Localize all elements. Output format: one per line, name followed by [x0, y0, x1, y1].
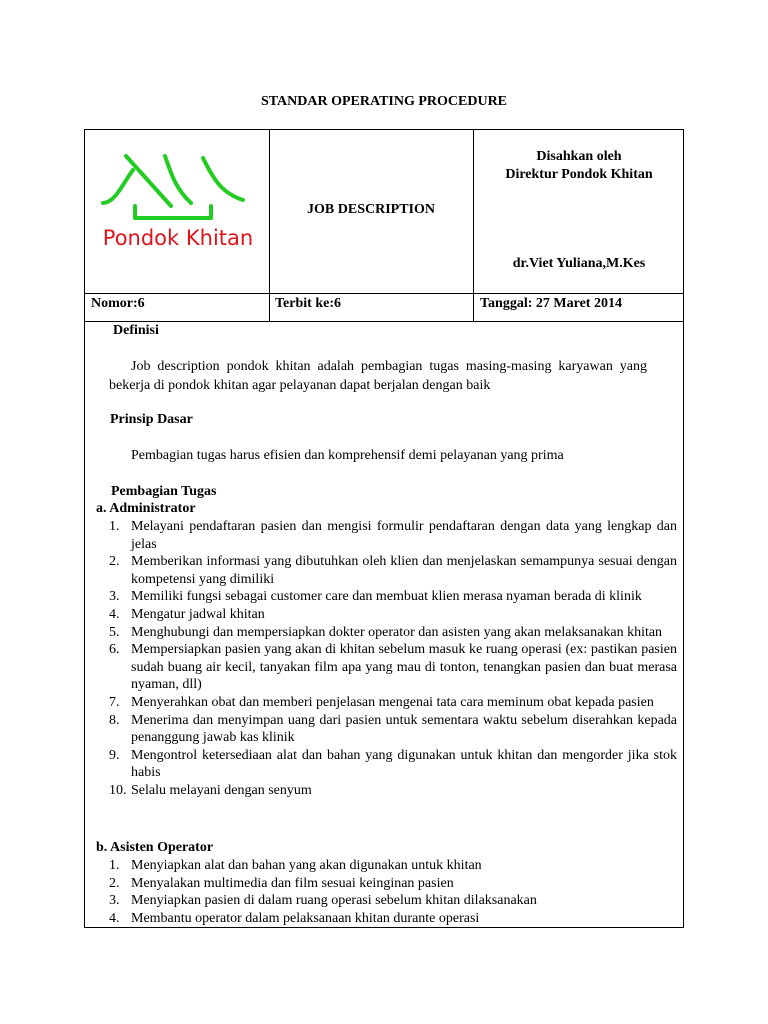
- list-item-text: Menerima dan menyimpan uang dari pasien untuk sementara waktu sebelum diserahkan kepada penanggung jawab kas klinik: [131, 712, 677, 746]
- document-number: Nomor:6: [91, 296, 145, 311]
- row-divider: [85, 321, 683, 322]
- list-item-text: Menyerahkan obat dan memberi penjelasan mengenai tata cara meminum obat kepada pasien: [131, 694, 654, 710]
- list-item: [109, 694, 677, 712]
- list-item: [109, 624, 677, 642]
- list-item-number: 3.: [109, 893, 120, 909]
- list-item-number: 6.: [109, 642, 120, 658]
- list-item-text: Memiliki fungsi sebagai customer care dan membuat klien merasa nyaman berada di klinik: [131, 589, 642, 605]
- list-item-number: 2.: [109, 554, 120, 570]
- list-item-number: 4.: [109, 910, 120, 926]
- list-item-text: Mengontrol ketersediaan alat dan bahan yang digunakan untuk khitan dan mengorder jika stok habis: [131, 747, 677, 781]
- list-item: [109, 518, 677, 553]
- list-item-text: Mengatur jadwal khitan: [131, 606, 265, 622]
- list-item: [109, 712, 677, 747]
- subsection-asisten-operator: b. Asisten Operator: [96, 840, 214, 855]
- house-logo-icon: [93, 148, 263, 228]
- list-item: [109, 641, 677, 694]
- list-item-number: 10.: [109, 782, 127, 798]
- list-item-number: 7.: [109, 694, 120, 710]
- list-item-number: 2.: [109, 875, 120, 891]
- list-item-number: 1.: [109, 519, 120, 534]
- list-item-number: 4.: [109, 606, 120, 622]
- list-item-number: 8.: [109, 712, 120, 728]
- subsection-administrator: a. Administrator: [96, 501, 196, 516]
- list-item-text: Melayani pendaftaran pasien dan mengisi formulir pendaftaran dengan data yang lengkap dan jelas: [131, 519, 677, 552]
- pondok-khitan-logo: [93, 148, 263, 258]
- definisi-paragraph: Job description pondok khitan adalah pembagian tugas masing-masing karyawan yang bekerja di pondok khitan agar pelayanan dapat berjalan dengan baik: [109, 359, 647, 393]
- approved-by-label: Disahkan oleh: [536, 149, 622, 164]
- list-item-number: 5.: [109, 624, 120, 640]
- row-divider: [85, 293, 683, 294]
- list-item: [109, 857, 677, 875]
- list-item: [109, 606, 677, 624]
- issue-date: Tanggal: 27 Maret 2014: [480, 296, 622, 311]
- list-item: [109, 910, 677, 928]
- list-item: [109, 875, 677, 893]
- revision-number: Terbit ke:6: [275, 296, 341, 311]
- asisten-task-list: [109, 857, 677, 927]
- prinsip-paragraph: Pembagian tugas harus efisien dan komprehensif demi pelayanan yang prima: [131, 448, 564, 463]
- section-heading-definisi: Definisi: [113, 323, 159, 338]
- list-item-text: Selalu melayani dengan senyum: [131, 782, 312, 798]
- approver-role: Direktur Pondok Khitan: [505, 167, 653, 182]
- list-item: [109, 892, 677, 910]
- list-item-text: Membantu operator dalam pelaksanaan khitan durante operasi: [131, 910, 480, 926]
- list-item-number: 1.: [109, 858, 120, 873]
- list-item: [109, 782, 677, 800]
- list-item-text: Memberikan informasi yang dibutuhkan oleh klien dan menjelaskan semampunya sesuai dengan kompetensi yang dimiliki: [131, 554, 677, 587]
- list-item-number: 9.: [109, 747, 120, 763]
- list-item-text: Mempersiapkan pasien yang akan di khitan sebelum masuk ke ruang operasi (ex: pastikan pasien sudah buang air kecil, tanyakan film apa yang mau di tonton, tenangkan pasien dan buat merasa nyaman, dll): [131, 642, 677, 693]
- section-heading-pembagian: Pembagian Tugas: [111, 484, 217, 499]
- sop-table: [84, 129, 684, 928]
- list-item: [109, 553, 677, 588]
- list-item-number: 3.: [109, 589, 120, 605]
- list-item: [109, 747, 677, 782]
- list-item-text: Menyalakan multimedia dan film sesuai keinginan pasien: [131, 875, 454, 891]
- section-heading-prinsip: Prinsip Dasar: [110, 412, 193, 427]
- job-description-title: JOB DESCRIPTION: [307, 202, 435, 217]
- list-item-text: Menyiapkan alat dan bahan yang akan digunakan untuk khitan: [131, 858, 482, 873]
- list-item: [109, 588, 677, 606]
- page-title: STANDAR OPERATING PROCEDURE: [260, 94, 508, 109]
- list-item-text: Menghubungi dan mempersiapkan dokter operator dan asisten yang akan melaksanakan khitan: [131, 624, 663, 640]
- logo-wordmark: Pondok Khitan: [102, 226, 254, 250]
- approver-name: dr.Viet Yuliana,M.Kes: [512, 256, 646, 271]
- list-item-text: Menyiapkan pasien di dalam ruang operasi sebelum khitan dilaksanakan: [131, 893, 537, 909]
- administrator-task-list: [109, 518, 677, 800]
